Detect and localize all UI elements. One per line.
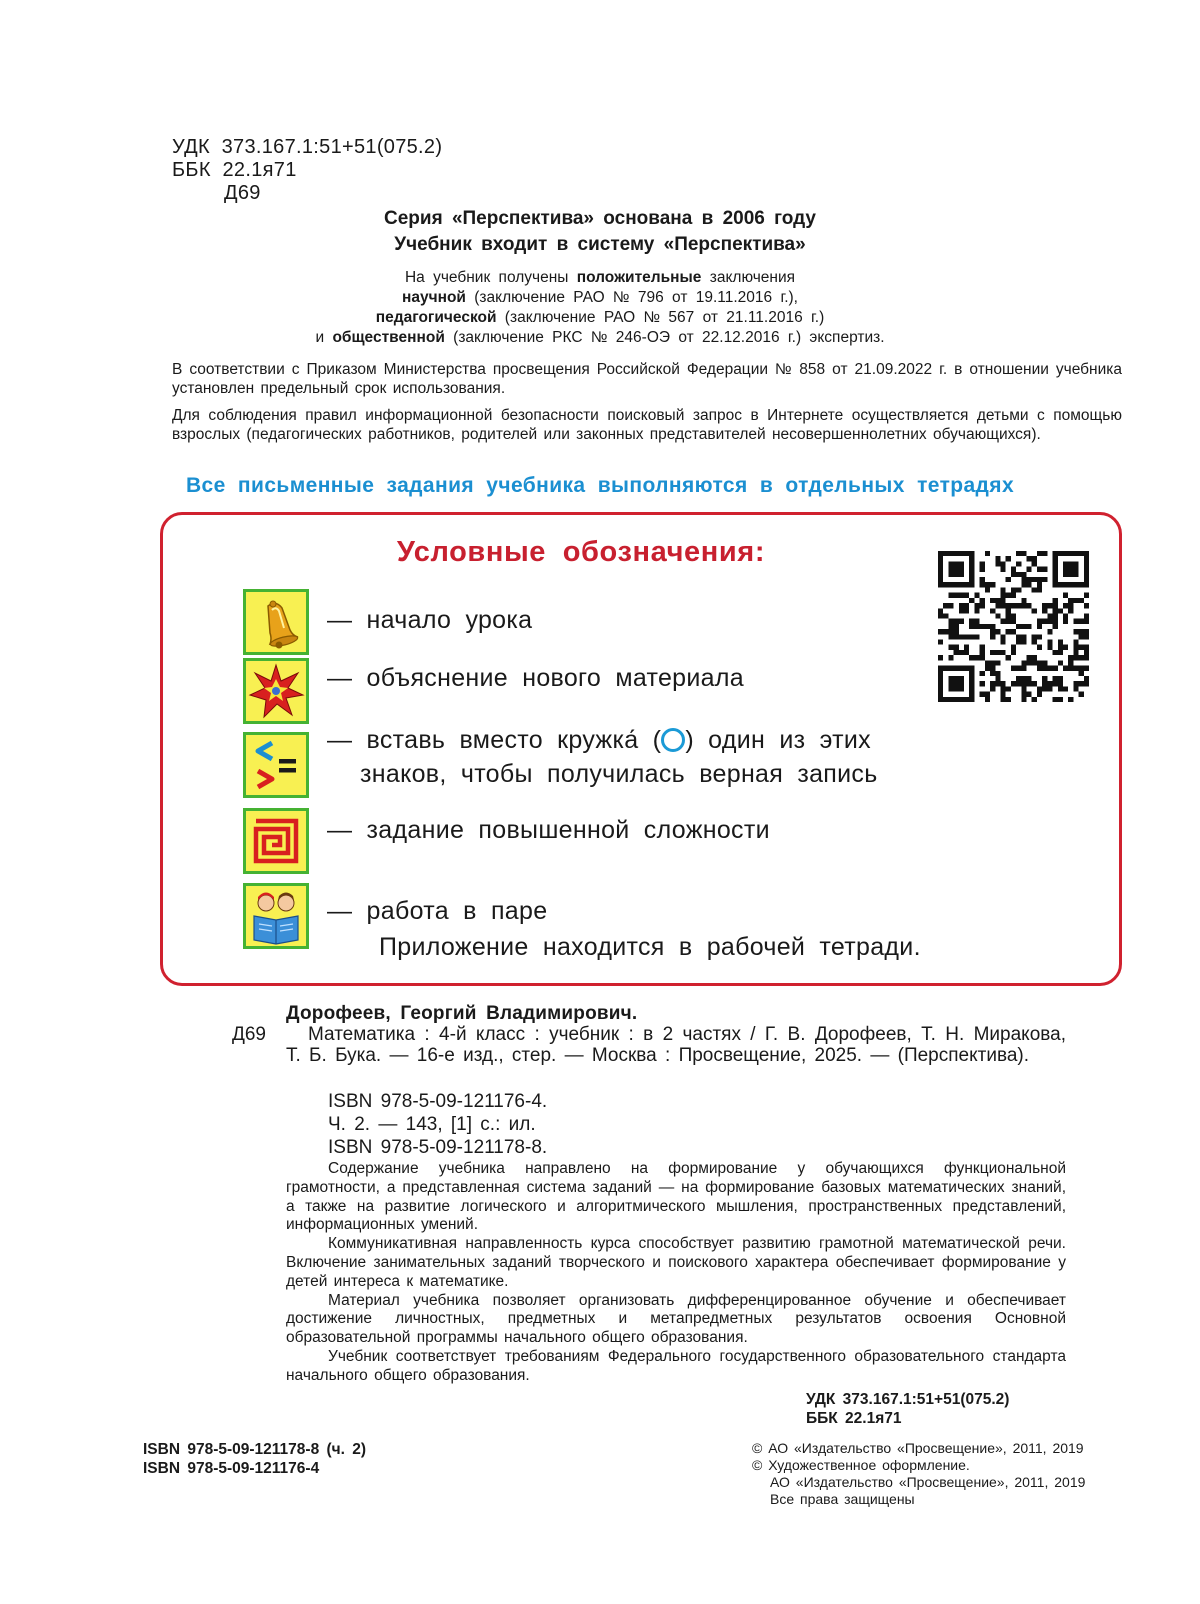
annotation-paragraph: Содержание учебника направлено на формирование у обучающихся функциональной грамотности, а представленная система заданий — на формирование базовых математических знаний, а также на развитие логического и алгоритмического мышления, пространственных представлений, информационных умений. — [286, 1160, 1066, 1234]
copyright-line: © АО «Издательство «Просвещение», 2011, 2019 — [752, 1440, 1084, 1456]
approvals-bold: общественной — [332, 329, 445, 346]
legend-item-appendix-note: Приложение находится в рабочей тетради. — [379, 933, 921, 961]
series-system: Учебник входит в систему «Перспектива» — [394, 234, 806, 255]
bib-isbn-part: ISBN 978-5-09-121178-8. — [328, 1137, 548, 1158]
approvals-text: На учебник получены — [404, 269, 577, 286]
bib-author: Дорофеев, Георгий Владимирович. — [286, 1003, 638, 1024]
approvals-text: и — [315, 329, 333, 346]
workbook-notice: Все письменные задания учебника выполняются в отдельных тетрадях — [185, 474, 1015, 497]
approvals-line-3 — [0, 308, 1200, 328]
qr-code-image — [938, 551, 1089, 702]
legend-item-comparison — [327, 723, 878, 791]
legend-item-pair-work — [327, 894, 921, 964]
bib-description-text: Математика : 4-й класс : учебник : в 2 частях / Г. В. Дорофеев, Т. Н. Миракова, Т. Б. Бука. — 16-е изд., стер. — Москва : Просвещение, 2025. — (Перспектива). — [286, 1024, 1066, 1066]
legal-safety-text: Для соблюдения правил информационной безопасности поисковый запрос в Интернете осуществляется детьми с помощью взрослых (педагогических работников, родителей или законных представителей несовершеннолетних обучающихся). — [172, 407, 1122, 443]
series-founded: Серия «Перспектива» основана в 2006 году — [384, 208, 816, 229]
annotation-paragraph: Учебник соответствует требованиям Федерального государственного образовательного стандарта начального общего образования. — [286, 1347, 1066, 1384]
footer-isbn-block — [143, 1440, 366, 1478]
legend-title: Условные обозначения: — [396, 536, 766, 568]
comparison-text-post: ) один из этих — [685, 726, 871, 754]
annotation-paragraph: Материал учебника позволяет организовать дифференцированное обучение и обеспечивает достижение личностных, предметных и метапредметных результатов освоения Основной образовательной программы начального общего образования. — [286, 1291, 1066, 1347]
approvals-text: (заключение РКС № 246-ОЭ от 22.12.2016 г.) экспертиз. — [444, 329, 885, 346]
footer-bbk: ББК 22.1я71 — [806, 1410, 902, 1427]
copyright-line: © Художественное оформление. — [752, 1457, 970, 1473]
approvals-text: (заключение РАО № 796 от 19.11.2016 г.), — [465, 289, 798, 306]
footer-isbn-set: ISBN 978-5-09-121176-4 — [143, 1460, 320, 1477]
copyright-line: Все права защищены — [770, 1491, 915, 1507]
classification-block — [172, 136, 442, 205]
legal-order-text: В соответствии с Приказом Министерства просвещения Российской Федерации № 858 от 21.09.2022 г. в отношении учебника установлен предельный срок использования. — [172, 361, 1122, 397]
legend-item-comparison-line-1 — [327, 723, 878, 757]
approvals-bold: педагогической — [375, 309, 497, 326]
approvals-text: заключения — [701, 269, 796, 286]
approvals-bold: положительные — [576, 269, 702, 286]
legend-item-lesson-start: — начало урока — [327, 606, 533, 634]
bib-description — [286, 1024, 1066, 1066]
legend-item-comparison-line-2: знаков, чтобы получилась верная запись — [360, 760, 878, 788]
bib-part-pages: Ч. 2. — 143, [1] с.: ил. — [328, 1114, 536, 1135]
approvals-line-1 — [0, 268, 1200, 288]
udk-code: УДК 373.167.1:51+51(075.2) — [172, 136, 443, 158]
comparison-text-pre: — вставь вместо кружка́ ( — [327, 726, 662, 754]
bib-author-code: Д69 — [232, 1024, 267, 1045]
footer-classification — [806, 1390, 1009, 1428]
approvals-line-2 — [0, 288, 1200, 308]
approvals-text: (заключение РАО № 567 от 21.11.2016 г.) — [496, 309, 825, 326]
qr-code[interactable] — [938, 551, 1089, 702]
circle-icon — [661, 728, 685, 752]
pair-work-icon — [243, 883, 309, 949]
annotation-paragraph: Коммуникативная направленность курса способствует развитию грамотной математической речи. Включение занимательных заданий творческого и поискового характера обеспечивает формирование у детей интереса к математике. — [286, 1235, 1066, 1290]
bell-icon — [243, 589, 309, 655]
footer-isbn-part: ISBN 978-5-09-121178-8 (ч. 2) — [143, 1441, 367, 1458]
approvals-block — [0, 268, 1200, 348]
star-icon — [243, 658, 309, 724]
series-info — [0, 206, 1200, 258]
copyright-line: АО «Издательство «Просвещение», 2011, 2019 — [770, 1474, 1086, 1490]
spiral-icon — [243, 808, 309, 874]
bib-isbn-set: ISBN 978-5-09-121176-4. — [328, 1091, 548, 1112]
approvals-bold: научной — [401, 289, 466, 306]
approvals-line-4 — [0, 328, 1200, 348]
bbk-code: ББК 22.1я71 — [172, 159, 297, 181]
author-code: Д69 — [224, 182, 261, 204]
footer-udk: УДК 373.167.1:51+51(075.2) — [806, 1391, 1010, 1408]
annotation — [286, 1160, 1066, 1386]
legend-item-advanced-task: — задание повышенной сложности — [327, 816, 770, 844]
legend-item-pair-work-line-1: — работа в паре — [327, 897, 548, 925]
legend-item-new-material: — объяснение нового материала — [327, 664, 744, 692]
compare-signs-icon — [243, 732, 309, 798]
copyright-block — [752, 1440, 1085, 1508]
